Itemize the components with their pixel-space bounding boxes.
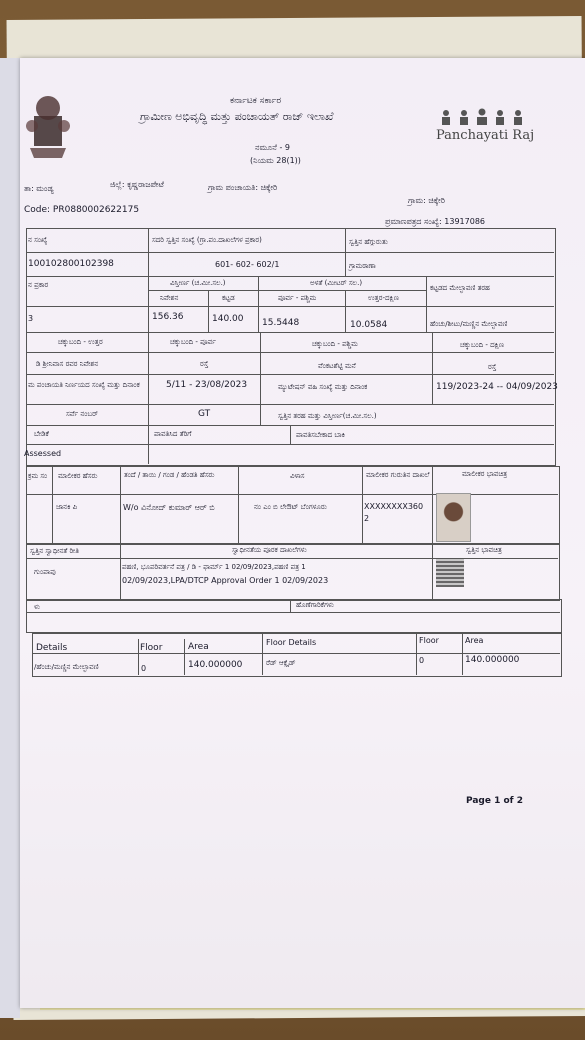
liabilities-table — [26, 599, 562, 633]
site-area-value: 156.36 — [152, 312, 184, 322]
owner-address: ನಂ ಎಂ ಬಿ ಲೇಔಟ್ ಬೆಂಗಳೂರು — [254, 503, 327, 511]
floor-row-details: /ಹೆಂಚು/ಮಣ್ಣಿನ ಮೇಲ್ಛಾವಣಿ — [34, 663, 99, 671]
supporting-docs-line1: ಪಹಣಿ, ಭೂಪರಿವರ್ತನೆ ಪತ್ರ / ಡಿ - ಫಾರ್ಮ್ 1 02/09/2023,ಪಹಣಿ ಪತ್ರ 1 — [122, 563, 306, 571]
property-no-label: ನ ಸಂಖ್ಯೆ — [28, 236, 48, 244]
roof-header: ಕಟ್ಟಡದ ಮೇಲ್ಛಾವಣಿ ತರಹ — [430, 284, 490, 292]
gp-label: ಗ್ರಾಮ ಪಂಚಾಯತಿ: ಚಿಕ್ಕೇರಿ — [208, 183, 278, 192]
owner-name-header: ಮಾಲೀಕರ ಹೆಸರು — [58, 472, 98, 480]
id-header: ಮಾಲೀಕರ ಗುರುತಿನ ದಾಖಲೆ — [366, 471, 430, 479]
floor-details-header-2: Floor Details — [266, 638, 317, 647]
resolution-label: ಮ ಪಂಚಾಯತಿ ನಿರ್ಣಯದ ಸಂಖ್ಯೆ ಮತ್ತು ದಿನಾಂಕ — [28, 381, 140, 389]
owner-name: ಜಾನಕಿ ಪಿ — [56, 503, 78, 511]
area-col-header-2: Area — [465, 636, 484, 645]
floor-details-header: Details — [36, 643, 68, 653]
floor-header: Floor — [140, 643, 163, 653]
gov-title: ಕರ್ನಾಟಕ ಸರ್ಕಾರ — [230, 96, 282, 106]
survey-value: GT — [198, 409, 211, 419]
misc-left: ಳು — [34, 603, 41, 611]
property-type-label: ನ ಪ್ರಕಾರ — [28, 281, 49, 289]
east-boundary-label: ಚಕ್ಕುಬಂದಿ - ಪೂರ್ವ — [170, 338, 216, 346]
floor-row-floor-2: 0 — [419, 656, 425, 665]
south-boundary-label: ಚಕ್ಕುಬಂದಿ - ದಕ್ಷಿಣ — [460, 341, 505, 349]
ownership-type-value: ಗುಂಪಾಪು — [34, 568, 56, 576]
landmark-header: ಸ್ವತ್ತಿನ ಹೆಗ್ಗುರುತು — [349, 238, 388, 246]
floor-row-area: 140.000000 — [188, 660, 243, 670]
floor-header-2: Floor — [419, 636, 439, 645]
certificate-number: ಪ್ರಮಾಣಪತ್ರದ ಸಂಖ್ಯೆ: 13917086 — [385, 217, 485, 226]
north-boundary-value: ಡಿ ಶ್ರೀನಿವಾಸ ರವರ ನಿವೇಶನ — [36, 360, 99, 368]
karnataka-emblem-icon — [24, 86, 72, 160]
site-header: ನಿವೇಶನ — [160, 294, 179, 302]
paid-tax-label: ಪಾವತಿಸಿದ ತೆರಿಗೆ — [154, 430, 192, 438]
property-code: Code: PR0880002622175 — [24, 205, 140, 215]
survey-label: ಸರ್ವೆ ನಂಬರ್ — [66, 410, 99, 418]
logo-text: Panchayati Raj — [436, 128, 535, 143]
demand-label: ಬೇಡಿಕೆ — [34, 430, 49, 438]
mutation-label: ಮ್ಯುಟೇಷನ್ ವಹಿ ಸಂಖ್ಯೆ ಮತ್ತು ದಿನಾಂಕ — [278, 383, 368, 391]
owner-id-line2: 2 — [364, 514, 370, 523]
relation-header: ತಂದೆ / ತಾಯಿ / ಗಂಡ / ಹೆಂಡತಿ ಹೆಸರು — [124, 471, 215, 479]
mutation-value: 119/2023-24 -- 04/09/2023 — [436, 382, 558, 392]
supporting-docs-label: ಸ್ವಾಧೀನತೆಯ ಪೂರಕ ದಾಖಲೆಗಳು — [232, 546, 307, 554]
supporting-docs-line2: 02/09/2023,LPA/DTCP Approval Order 1 02/09/2023 — [122, 576, 329, 585]
property-no-header: ಸದರಿ ಸ್ವತ್ತಿನ ಸಂಖ್ಯೆ (ಗ್ರಾ.ಪಂ.ದಾಖಲೆಗಳ ಪ್ರಕಾರ) — [152, 236, 262, 244]
north-south-value: 10.0584 — [350, 320, 388, 330]
panchayati-raj-logo — [436, 108, 535, 144]
south-boundary-value: ರಸ್ತೆ — [488, 363, 497, 371]
area-col-header: Area — [188, 642, 209, 652]
dept-title: ಗ್ರಾಮೀಣ ಅಭಿವೃದ್ಧಿ ಮತ್ತು ಪಂಚಾಯತ್ ರಾಜ್ ಇಲಾಖೆ — [140, 110, 334, 123]
assessed-label: Assessed — [24, 449, 62, 458]
address-header: ವಿಳಾಸ — [290, 472, 305, 480]
form-number: ನಮೂನೆ - 9 — [255, 143, 290, 152]
taluk-label: ತಾ: ಮಂಡ್ಯ — [24, 184, 54, 193]
west-boundary-value: ವೆಂಕಟಶೆಟ್ಟಿ ಮನೆ — [318, 362, 356, 370]
resolution-value: 5/11 - 23/08/2023 — [166, 380, 248, 390]
property-photo — [436, 559, 464, 587]
rule-number: (ನಿಯಮ 28(1)) — [250, 156, 301, 165]
floor-row-floor: 0 — [141, 664, 147, 673]
liabilities-label: ಹೊಣೆಗಾರಿಕೆಗಳು — [296, 601, 334, 609]
property-photo-label: ಸ್ವತ್ತಿನ ಭಾವಚಿತ್ರ — [466, 546, 502, 554]
ownership-type-label: ಸ್ವತ್ತಿನ ಸ್ವಾಧೀನತೆ ರೀತಿ — [30, 547, 79, 555]
floor-row-floor-details: ರೆಡ್ ಆಕ್ಸೈಡ್ — [266, 659, 296, 667]
owner-relation: W/o ವಿನೋದ್ ಕುಮಾರ್ ಆರ್ ಬಿ — [123, 503, 215, 512]
due-label: ಪಾವತಿಸಬೇಕಾದ ಬಾಕಿ — [296, 431, 345, 439]
roof-value: ಹೆಂಚು/ಶೀಟು/ಮಣ್ಣಿನ ಮೇಲ್ಛಾವಣಿ — [430, 320, 508, 328]
owner-photo — [436, 493, 471, 542]
east-boundary-value: ರಸ್ತೆ — [200, 360, 209, 368]
left-paper-edge — [0, 58, 20, 1018]
owner-id-line1: XXXXXXXX360 — [364, 502, 424, 511]
photo-header: ಮಾಲೀಕರ ಭಾವಚಿತ್ರ — [462, 470, 508, 478]
building-header: ಕಟ್ಟಡ — [222, 294, 235, 302]
district-label: ಜಿಲ್ಲೆ: ಕೃಷ್ಣರಾಜಪೇಟೆ — [110, 180, 164, 189]
row-marker: 3 — [28, 314, 34, 323]
building-area-value: 140.00 — [212, 314, 244, 324]
village-label: ಗ್ರಾಮ: ಚಿಕ್ಕೇರಿ — [408, 196, 445, 205]
landmark-value: ಗ್ರಾಮಠಾಣಾ — [349, 262, 376, 270]
area-header: ವಿಸ್ತೀರ್ಣ (ಚ.ಮೀ.ಸಲ.) — [170, 279, 226, 287]
floor-row-area-2: 140.000000 — [465, 655, 520, 665]
east-west-value: 15.5448 — [262, 318, 300, 328]
property-id: 100102800102398 — [28, 259, 114, 269]
west-boundary-label: ಚಕ್ಕುಬಂದಿ - ಪಶ್ಚಿಮ — [312, 340, 358, 348]
north-south-header: ಉತ್ತರ-ದಕ್ಷಿಣ — [368, 294, 399, 302]
measurement-header: ಅಳತೆ (ಮೀಟರ್ ಸಲ.) — [310, 279, 363, 287]
property-number: 601- 602- 602/1 — [215, 260, 280, 269]
owner-no-header: ಕ್ರಮ ಸಂ — [28, 472, 48, 480]
property-area-label: ಸ್ವತ್ತಿನ ತರಹ ಮತ್ತು ವಿಸ್ತೀರ್ಣ(ಚ.ಮೀ.ಸಲ.) — [278, 412, 377, 420]
people-icon — [436, 108, 528, 126]
page-number: Page 1 of 2 — [466, 796, 523, 806]
east-west-header: ಪೂರ್ವ - ಪಶ್ಚಿಮ — [278, 294, 317, 302]
north-boundary-label: ಚಕ್ಕುಬಂದಿ - ಉತ್ತರ — [58, 338, 103, 346]
